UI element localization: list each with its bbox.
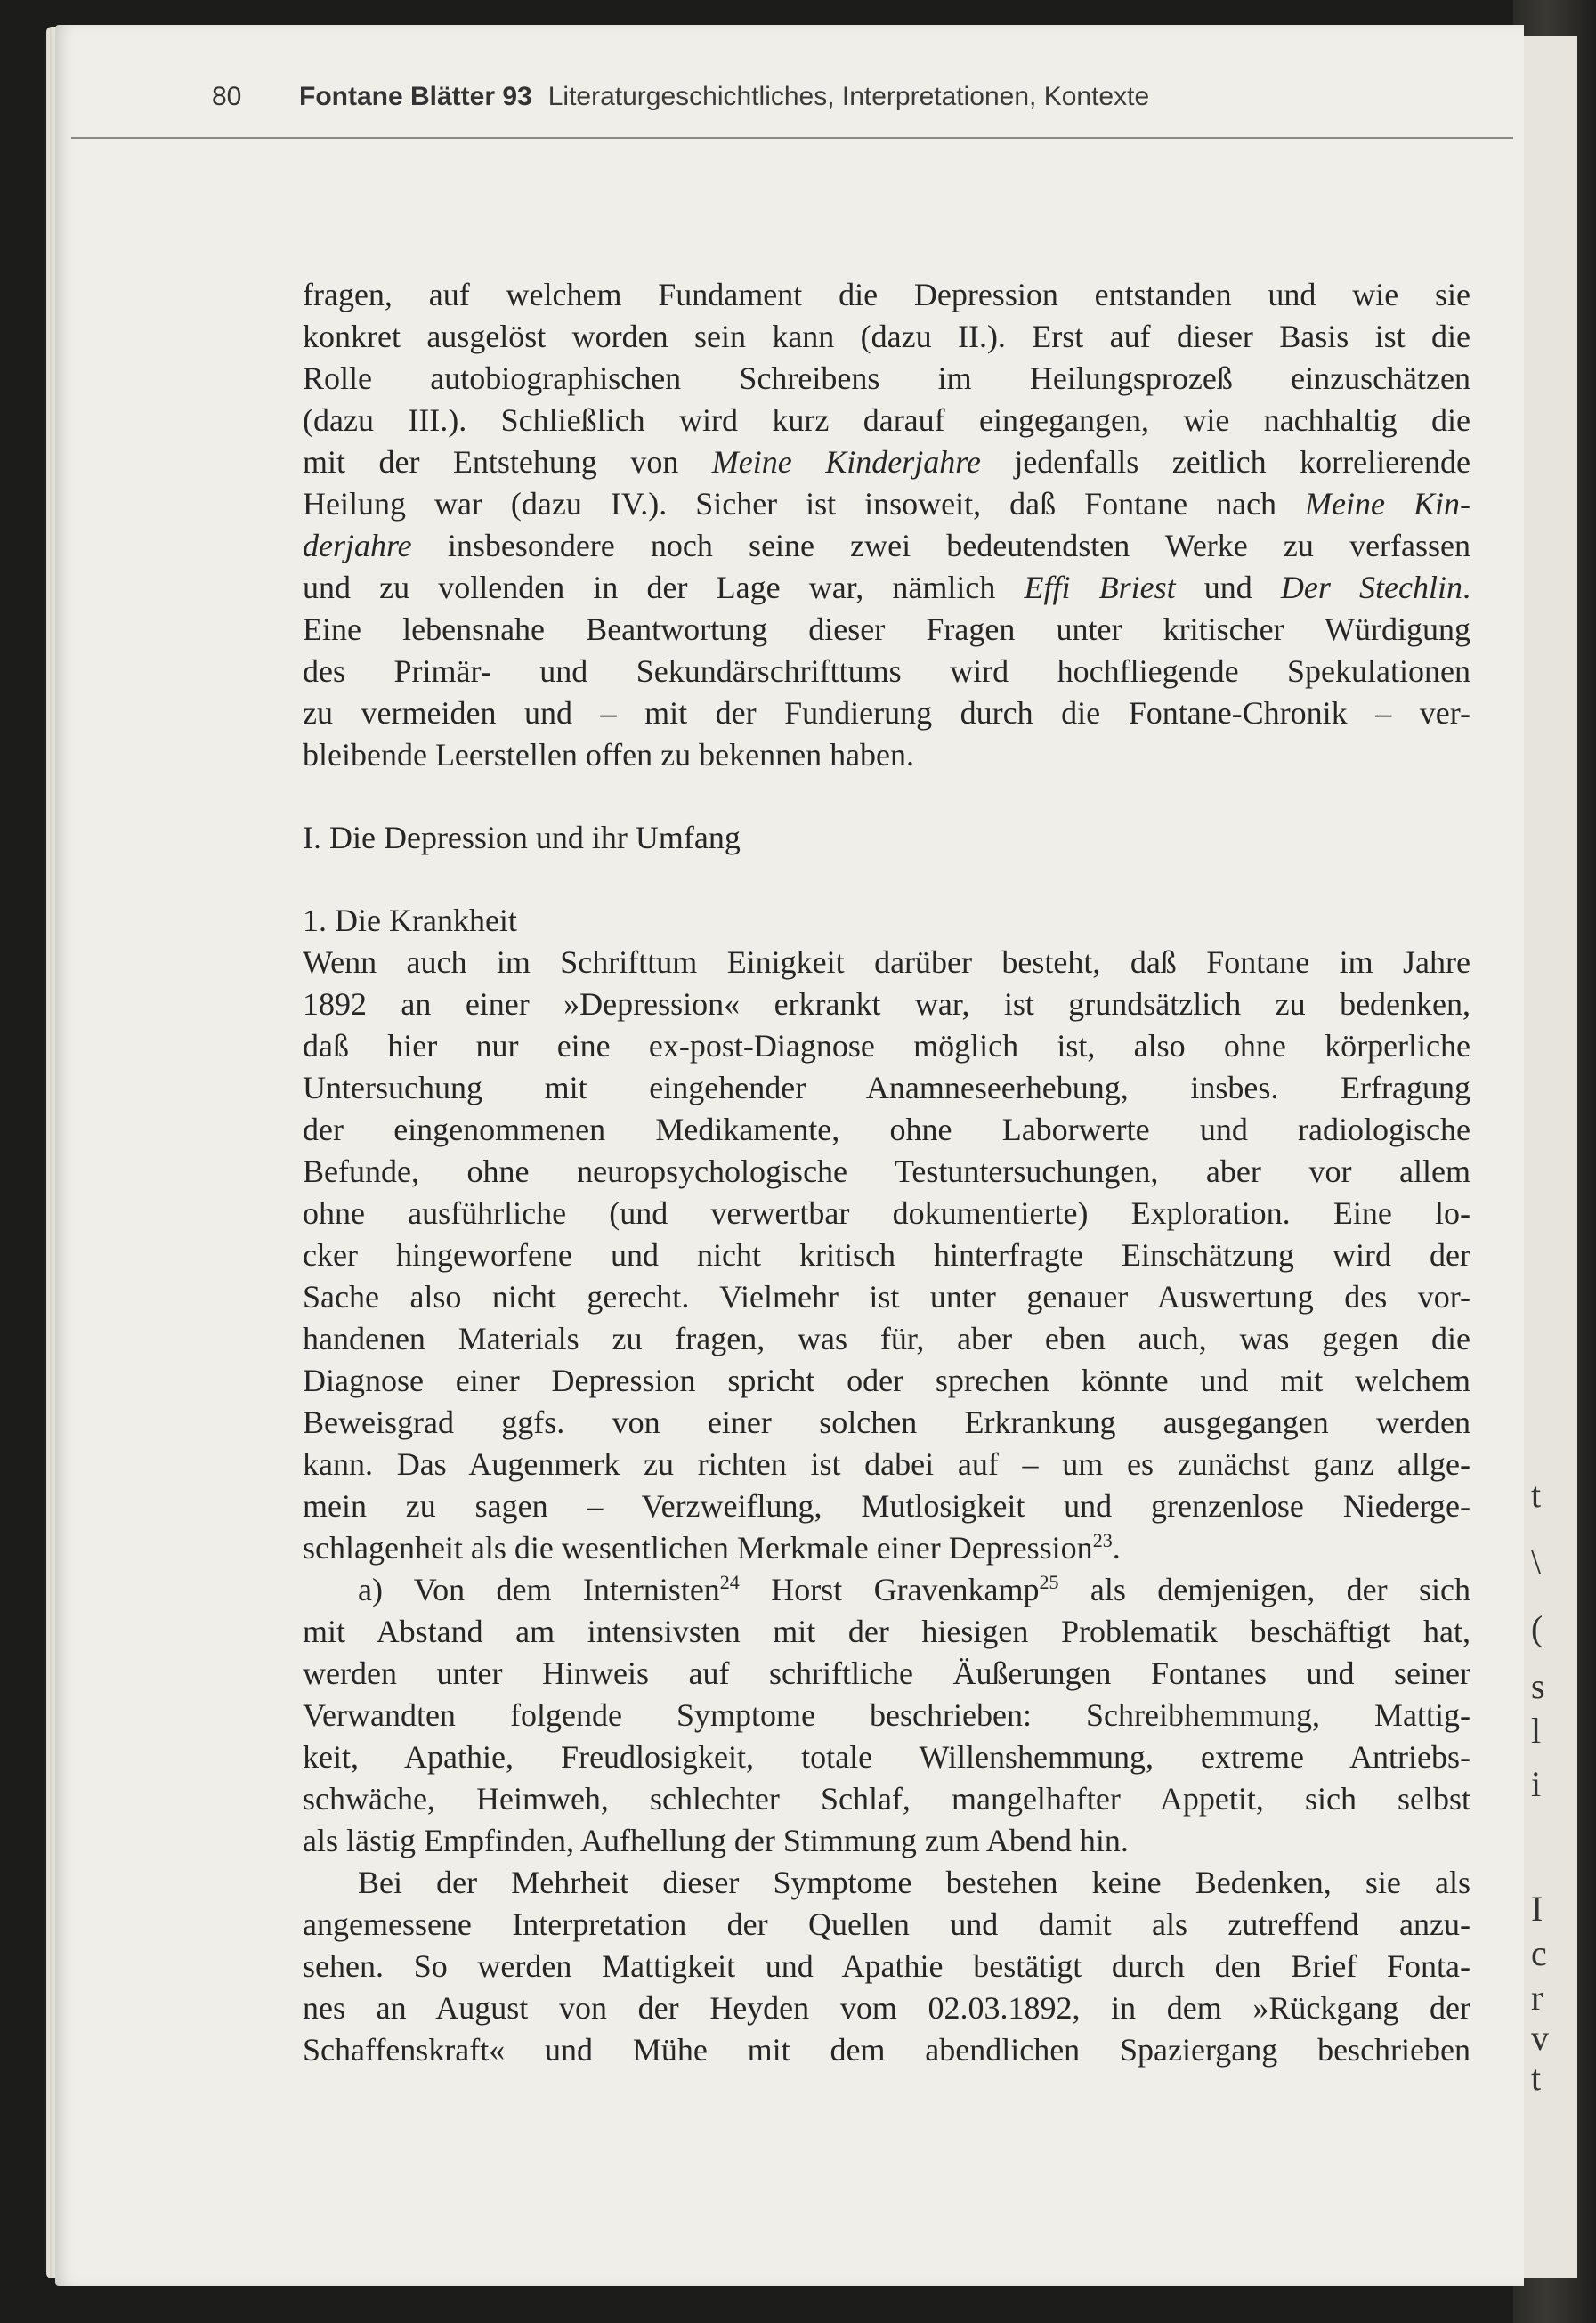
text-line: angemessene Interpretation der Quellen und damit als zutreffend anzu- (303, 1906, 1470, 1942)
fragment-char: i (1531, 1764, 1542, 1804)
text-line: Beweisgrad ggfs. von einer solchen Erkrankung ausgegangen werden (303, 1404, 1470, 1440)
text-line: als lästig Empfinden, Aufhellung der Stimmung zum Abend hin. (303, 1823, 1129, 1858)
text-line: ohne ausführliche (und verwertbar dokumentierte) Exploration. Eine lo- (303, 1195, 1470, 1231)
subsection-heading: 1. Die Krankheit (303, 902, 517, 938)
text-line: Sache also nicht gerecht. Vielmehr ist unter genauer Auswertung des vor- (303, 1279, 1470, 1315)
text-line: bleibende Leerstellen offen zu bekennen haben. (303, 737, 915, 773)
text-line: derjahre insbesondere noch seine zwei bedeutendsten Werke zu verfassen (303, 528, 1470, 563)
header-rule (71, 137, 1513, 139)
work-title: Der Stechlin (1280, 570, 1463, 605)
work-title: Effi Briest (1024, 570, 1176, 605)
work-title: Meine Kinderjahre (711, 444, 981, 480)
text-line: 1892 an einer »Depression« erkrankt war, ist grundsätzlich zu bedenken, (303, 986, 1470, 1022)
text-line: mein zu sagen – Verzweiflung, Mutlosigkeit und grenzenlose Niederge- (303, 1488, 1470, 1524)
text-line: a) Von dem Internisten$^{24}$ Horst Gravenkamp$^{25}$ als demjenigen, der sich (358, 1571, 1470, 1607)
running-header (212, 82, 1503, 135)
footnote-ref: 24 (719, 1571, 740, 1593)
journal-title: Fontane Blätter 93 (299, 82, 532, 111)
fragment-char: ( (1531, 1608, 1543, 1648)
fragment-char: t (1531, 2058, 1542, 2098)
text-line: Rolle autobiographischen Schreibens im Heilungsprozeß einzuschätzen (303, 360, 1470, 396)
text-line: Schaffenskraft« und Mühe mit dem abendlichen Spaziergang beschrieben (303, 2032, 1470, 2068)
text-line: cker hingeworfene und nicht kritisch hinterfragte Einschätzung wird der (303, 1237, 1470, 1273)
fragment-char: \ (1531, 1542, 1542, 1582)
section-title: Literaturgeschichtliches, Interpretationen, Kontexte (547, 82, 1150, 111)
fragment-char: c (1531, 1933, 1547, 1973)
text-line: der eingenommenen Medikamente, ohne Laborwerte und radiologische (303, 1112, 1470, 1147)
fragment-char: l (1531, 1711, 1542, 1751)
text-line: Heilung war (dazu IV.). Sicher ist insoweit, daß Fontane nach Meine Kin- (303, 486, 1470, 522)
fragment-char: s (1531, 1666, 1545, 1706)
text-line: fragen, auf welchem Fundament die Depression entstanden und wie sie (303, 277, 1470, 312)
fragment-char: t (1531, 1475, 1542, 1515)
text-line: Untersuchung mit eingehender Anamneseerhebung, insbes. Erfragung (303, 1070, 1470, 1105)
work-title: derjahre (303, 528, 412, 563)
text-line: keit, Apathie, Freudlosigkeit, totale Willenshemmung, extreme Antriebs- (303, 1739, 1470, 1775)
text-line: des Primär- und Sekundärschrifttums wird hochfliegende Spekulationen (303, 653, 1470, 689)
footnote-ref: 23 (1092, 1529, 1113, 1551)
text-line: und zu vollenden in der Lage war, nämlich Effi Briest und Der Stechlin. (303, 570, 1471, 605)
text-line: zu vermeiden und – mit der Fundierung durch die Fontane-Chronik – ver- (303, 695, 1470, 731)
text-line: schwäche, Heimweh, schlechter Schlaf, mangelhafter Appetit, sich selbst (303, 1781, 1470, 1817)
text-line: kann. Das Augenmerk zu richten ist dabei auf – um es zunächst ganz allge- (303, 1446, 1470, 1482)
page-number: 80 (212, 82, 242, 111)
text-line: handenen Materials zu fragen, was für, aber eben auch, was gegen die (303, 1321, 1470, 1356)
fragment-char: r (1531, 1978, 1543, 2018)
text-line: daß hier nur eine ex-post-Diagnose möglich ist, also ohne körperliche (303, 1028, 1470, 1064)
text-line: Diagnose einer Depression spricht oder sprechen könnte und mit welchem (303, 1363, 1470, 1398)
section-heading: I. Die Depression und ihr Umfang (303, 820, 741, 855)
fragment-char: I (1531, 1889, 1543, 1929)
text-line: werden unter Hinweis auf schriftliche Äußerungen Fontanes und seiner (303, 1655, 1470, 1691)
text-line: sehen. So werden Mattigkeit und Apathie bestätigt durch den Brief Fonta- (303, 1948, 1470, 1984)
text-line: Befunde, ohne neuropsychologische Testuntersuchungen, aber vor allem (303, 1153, 1470, 1189)
text-line: Wenn auch im Schrifttum Einigkeit darüber besteht, daß Fontane im Jahre (303, 944, 1470, 980)
text-line: Verwandten folgende Symptome beschrieben: Schreibhemmung, Mattig- (303, 1697, 1470, 1733)
fragment-char: v (1531, 2018, 1549, 2058)
footnote-ref: 25 (1039, 1571, 1059, 1593)
text-line: Bei der Mehrheit dieser Symptome bestehen keine Bedenken, sie als (358, 1865, 1470, 1900)
text-line: (dazu III.). Schließlich wird kurz darauf eingegangen, wie nachhaltig die (303, 402, 1470, 438)
text-line: mit der Entstehung von Meine Kinderjahre jedenfalls zeitlich korrelierende (303, 444, 1470, 480)
body-text (303, 274, 1470, 2071)
text-line: konkret ausgelöst worden sein kann (dazu II.). Erst auf dieser Basis ist die (303, 319, 1470, 354)
text-line: schlagenheit als die wesentlichen Merkmale einer Depression$^{23}$. (303, 1529, 1121, 1566)
text-line: mit Abstand am intensivsten mit der hiesigen Problematik beschäftigt hat, (303, 1614, 1470, 1649)
facing-page-fragment (1524, 36, 1577, 2278)
text-line: Eine lebensnahe Beantwortung dieser Fragen unter kritischer Würdigung (303, 611, 1470, 647)
work-title: Meine Kin- (1305, 486, 1470, 522)
text-line: nes an August von der Heyden vom 02.03.1892, in dem »Rückgang der (303, 1990, 1470, 2026)
